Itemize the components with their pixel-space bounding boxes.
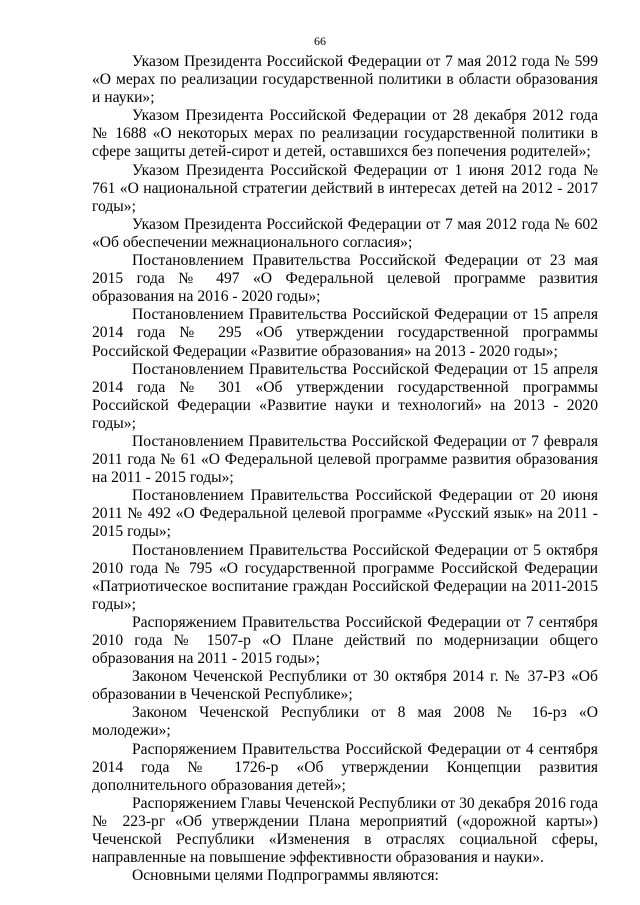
paragraph: Распоряжением Правительства Российской Федерации от 7 сентября 2010 года № 1507-р «О Плане действий по модернизации общего образования на 2011 - 2015 годы»; bbox=[92, 613, 598, 668]
paragraph: Законом Чеченской Республики от 8 мая 2008 № 16-рз «О молодежи»; bbox=[92, 704, 598, 740]
paragraph: Законом Чеченской Республики от 30 октября 2014 г. № 37-РЗ «Об образовании в Чеченской Республике»; bbox=[92, 668, 598, 704]
paragraph: Указом Президента Российской Федерации от 28 декабря 2012 года № 1688 «О некоторых мерах по реализации государственной политики в сфере защиты детей-сирот и детей, оставшихся без попечения родителей»; bbox=[92, 107, 598, 161]
paragraph: Постановлением Правительства Российской Федерации от 5 октября 2010 года № 795 «О государственной программе Российской Федерации «Патриотическое воспитание граждан Российской Федерации на 2011-2015 годы»; bbox=[92, 541, 598, 613]
paragraph: Распоряжением Правительства Российской Федерации от 4 сентября 2014 года № 1726-р «Об утверждении Концепции развития дополнительного образования детей»; bbox=[92, 740, 598, 794]
paragraph: Постановлением Правительства Российской Федерации от 20 июня 2011 № 492 «О Федеральной целевой программе «Русский язык» на 2011 - 2015 годы»; bbox=[92, 487, 598, 541]
document-body bbox=[92, 53, 598, 885]
paragraph: Указом Президента Российской Федерации от 7 мая 2012 года № 602 «Об обеспечении межнационального согласия»; bbox=[92, 215, 598, 251]
paragraph: Постановлением Правительства Российской Федерации от 15 апреля 2014 года № 295 «Об утверждении государственной программы Российской Федерации «Развитие образования» на 2013 - 2020 годы»; bbox=[92, 306, 598, 360]
paragraph: Указом Президента Российской Федерации от 1 июня 2012 года № 761 «О национальной стратегии действий в интересах детей на 2012 - 2017 годы»; bbox=[92, 161, 598, 215]
paragraph: Постановлением Правительства Российской Федерации от 23 мая 2015 года № 497 «О Федеральной целевой программе развития образования на 2016 - 2020 годы»; bbox=[92, 252, 598, 306]
page-number: 66 bbox=[314, 34, 326, 48]
paragraph: Распоряжением Главы Чеченской Республики от 30 декабря 2016 года № 223-рг «Об утверждении Плана мероприятий («дорожной карты») Чеченской Республики «Изменения в отраслях социальной сферы, направленные на повышение эффективности образования и науки». bbox=[92, 794, 598, 867]
paragraph: Основными целями Подпрограммы являются: bbox=[132, 867, 439, 885]
paragraph: Постановлением Правительства Российской Федерации от 15 апреля 2014 года № 301 «Об утверждении государственной программы Российской Федерации «Развитие науки и технологий» на 2013 - 2020 годы»; bbox=[92, 360, 598, 432]
paragraph: Постановлением Правительства Российской Федерации от 7 февраля 2011 года № 61 «О Федеральной целевой программе развития образования на 2011 - 2015 годы»; bbox=[92, 432, 598, 487]
paragraph: Указом Президента Российской Федерации от 7 мая 2012 года № 599 «О мерах по реализации государственной политики в области образования и науки»; bbox=[92, 53, 598, 107]
